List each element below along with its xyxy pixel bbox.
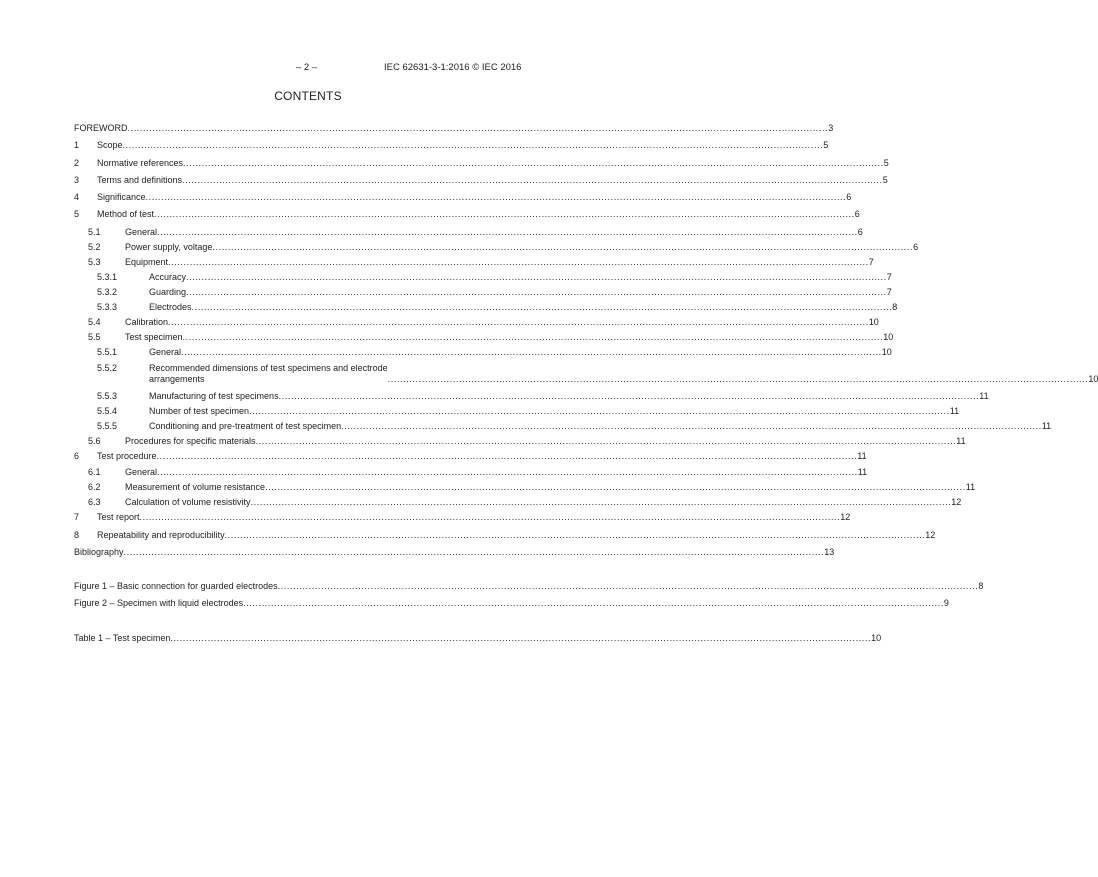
toc-entry-number: 5.5.4	[97, 406, 118, 416]
dot-leader	[265, 482, 966, 493]
dot-leader	[212, 242, 913, 253]
dot-leader	[279, 391, 980, 402]
toc-entry-page: 5	[883, 158, 889, 168]
toc-entry[interactable]	[74, 512, 851, 523]
toc-entry-page: 13	[824, 547, 835, 557]
toc-entry[interactable]	[74, 421, 1052, 432]
toc-entry-title: Figure 1 – Basic connection for guarded electrodes	[74, 581, 278, 591]
dot-leader	[186, 287, 887, 298]
toc-entry-title: Bibliography	[74, 547, 124, 557]
toc-entry-page: 6	[846, 192, 852, 202]
toc-entry-title: Manufacturing of test specimens	[149, 391, 279, 401]
toc-entry-title: Accuracy	[149, 272, 187, 282]
toc-entry-body	[74, 158, 889, 169]
toc-entry-page: 3	[828, 123, 834, 133]
toc-entry-title: Table 1 – Test specimen	[74, 633, 171, 643]
toc-entry-page: 11	[965, 482, 976, 492]
toc-entry-page: 11	[949, 406, 960, 416]
toc-entry-number: 6.3	[88, 497, 101, 507]
toc-entry-number: 5.6	[88, 436, 101, 446]
toc-entry-title: Figure 2 – Specimen with liquid electrodes	[74, 598, 244, 608]
toc-entry[interactable]	[74, 140, 829, 151]
toc-entry-page: 6	[854, 209, 860, 219]
toc-entry[interactable]	[74, 581, 984, 592]
toc-entry-body	[74, 451, 867, 462]
toc-entry[interactable]	[74, 332, 894, 343]
toc-entry-body	[74, 192, 852, 203]
toc-entry-page: 10	[1088, 374, 1098, 384]
toc-entry-number: 3	[74, 175, 80, 185]
toc-entry-number: 5.3	[88, 257, 101, 267]
toc-entry-body	[74, 287, 892, 298]
toc-entry-page: 11	[1041, 421, 1052, 431]
toc-entry-number: 1	[74, 140, 80, 150]
toc-entry-page: 7	[868, 257, 874, 267]
toc-entry-title: Power supply, voltage	[125, 242, 213, 252]
dot-leader	[225, 530, 926, 541]
toc-entry-number: 5.4	[88, 317, 101, 327]
toc-entry-title	[149, 363, 388, 385]
toc-entry[interactable]	[74, 482, 976, 493]
toc-entry[interactable]	[74, 347, 892, 358]
toc-entry[interactable]	[74, 436, 966, 447]
toc-entry-title: Scope	[97, 140, 123, 150]
toc-entry-body	[74, 317, 879, 328]
toc-entry-body	[74, 633, 882, 644]
toc-entry-title-line: Recommended dimensions of test specimens and electrode	[149, 363, 388, 373]
toc-entry-page: 10	[868, 317, 879, 327]
toc-entry[interactable]	[74, 287, 892, 298]
toc-entry[interactable]	[74, 391, 989, 402]
toc-entry-body	[74, 421, 1052, 432]
toc-entry[interactable]	[74, 451, 867, 462]
toc-entry-body	[74, 436, 966, 447]
toc-entry-page: 7	[886, 287, 892, 297]
toc-entry-body	[74, 598, 949, 609]
dot-leader	[154, 209, 855, 220]
toc-entry-title: Test procedure	[97, 451, 157, 461]
toc-entry[interactable]	[74, 192, 852, 203]
toc-entry-page: 10	[883, 332, 894, 342]
toc-entry-body	[74, 363, 1098, 385]
toc-entry-body	[74, 391, 989, 402]
toc-entry-number: 5.2	[88, 242, 101, 252]
toc-entry-title: Measurement of volume resistance	[125, 482, 266, 492]
toc-entry-body	[74, 347, 892, 358]
toc-entry-page: 10	[881, 347, 892, 357]
dot-leader	[182, 175, 883, 186]
toc-entry-title: FOREWORD	[74, 123, 128, 133]
toc-entry-page: 6	[857, 227, 863, 237]
toc-entry[interactable]	[74, 530, 936, 541]
toc-entry[interactable]	[74, 123, 834, 134]
toc-entry-page: 6	[913, 242, 919, 252]
toc-entry-body	[74, 242, 919, 253]
dot-leader	[181, 347, 882, 358]
dot-leader	[183, 332, 884, 343]
dot-leader	[249, 406, 950, 417]
toc-entry-title: Guarding	[149, 287, 187, 297]
toc-entry-body	[74, 530, 936, 541]
toc-entry-number: 5.3.2	[97, 287, 118, 297]
toc-entry[interactable]	[74, 317, 879, 328]
toc-entry-title: Test report	[97, 512, 140, 522]
toc-entry[interactable]	[74, 547, 835, 558]
dot-leader	[341, 421, 1042, 432]
toc-entry-title: Equipment	[125, 257, 169, 267]
dot-leader	[251, 497, 952, 508]
page-title	[0, 89, 620, 103]
toc-entry-body	[74, 209, 860, 220]
dot-leader	[124, 547, 825, 558]
toc-entry[interactable]	[74, 363, 1098, 385]
toc-entry-title: Method of test	[97, 209, 155, 219]
toc-entry[interactable]	[74, 633, 882, 644]
toc-entry-title: Repeatability and reproducibility	[97, 530, 225, 540]
dot-leader	[157, 451, 858, 462]
toc-entry-number: 4	[74, 192, 80, 202]
dot-leader	[256, 436, 957, 447]
toc-entry-page: 5	[823, 140, 829, 150]
toc-entry-title: Significance	[97, 192, 146, 202]
toc-entry-page: 7	[886, 272, 892, 282]
dot-leader	[157, 467, 858, 478]
toc-entry-page: 10	[871, 633, 882, 643]
toc-entry-page: 5	[882, 175, 888, 185]
toc-entry-page: 8	[978, 581, 984, 591]
dot-leader	[170, 633, 871, 644]
toc-entry-number: 2	[74, 158, 80, 168]
toc-entry-page: 12	[925, 530, 936, 540]
toc-entry-body	[74, 581, 984, 592]
toc-entry-number: 5.5.2	[97, 363, 118, 373]
toc-entry-page: 12	[840, 512, 851, 522]
toc-entry-body	[74, 272, 892, 283]
toc-entry-title-continuation: arrangements	[149, 374, 205, 384]
document-reference: IEC 62631-3-1:2016 © IEC 2016	[384, 62, 522, 73]
toc-entry-number: 6.1	[88, 467, 101, 477]
toc-entry-title: Number of test specimen	[149, 406, 250, 416]
toc-entry-page: 12	[951, 497, 962, 507]
toc-entry-title: Conditioning and pre-treatment of test specimen	[149, 421, 342, 431]
toc-entry[interactable]	[74, 209, 860, 220]
toc-entry-body	[74, 512, 851, 523]
dot-leader	[388, 374, 1089, 385]
toc-entry-title: Procedures for specific materials	[125, 436, 256, 446]
toc-entry[interactable]	[74, 227, 863, 238]
dot-leader	[168, 317, 869, 328]
toc-entry[interactable]	[74, 497, 962, 508]
toc-entry-body	[74, 140, 829, 151]
toc-entry[interactable]	[74, 598, 949, 609]
toc-entry-number: 5.5.5	[97, 421, 118, 431]
toc-entry-number: 6	[74, 451, 80, 461]
dot-leader	[243, 598, 944, 609]
toc-entry-body	[74, 497, 962, 508]
toc-entry-title: General	[125, 227, 158, 237]
toc-entry-title: Calibration	[125, 317, 169, 327]
toc-entry[interactable]	[74, 158, 889, 169]
toc-entry-body	[74, 302, 898, 313]
toc-entry-body	[74, 227, 863, 238]
dot-leader	[146, 192, 847, 203]
dot-leader	[123, 140, 824, 151]
toc-entry-body	[74, 406, 960, 417]
toc-entry-body	[74, 123, 834, 134]
page-title-text: CONTENTS	[274, 89, 342, 103]
dot-leader	[183, 158, 884, 169]
dot-leader	[140, 512, 841, 523]
toc-entry-page: 11	[956, 436, 966, 446]
dot-leader	[128, 123, 829, 134]
toc-entry-body	[74, 467, 868, 478]
toc-entry-title: Electrodes	[149, 302, 192, 312]
toc-entry[interactable]	[74, 175, 888, 186]
toc-entry-body	[74, 332, 894, 343]
toc-entry[interactable]	[74, 242, 919, 253]
toc-entry-number: 5.5.3	[97, 391, 118, 401]
toc-entry-body	[74, 257, 874, 268]
toc-entry-page: 11	[857, 451, 867, 461]
dot-leader	[192, 302, 893, 313]
toc-entry-page: 8	[892, 302, 898, 312]
toc-entry-number: 7	[74, 512, 80, 522]
toc-entry-page: 9	[943, 598, 949, 608]
toc-entry[interactable]	[74, 302, 898, 313]
toc-entry-title: General	[125, 467, 158, 477]
toc-entry-number: 5	[74, 209, 80, 219]
toc-entry-number: 5.1	[88, 227, 101, 237]
toc-entry-title: Terms and definitions	[97, 175, 183, 185]
toc-entry-title: Calculation of volume resistivity	[125, 497, 251, 507]
dot-leader	[186, 272, 887, 283]
dot-leader	[278, 581, 979, 592]
dot-leader	[157, 227, 858, 238]
toc-entry[interactable]	[74, 257, 874, 268]
toc-entry-page: 11	[979, 391, 989, 401]
toc-entry[interactable]	[74, 467, 868, 478]
toc-entry[interactable]	[74, 272, 892, 283]
toc-entry-number: 5.3.3	[97, 302, 118, 312]
toc-entry-title: General	[149, 347, 182, 357]
toc-entry-page: 11	[857, 467, 868, 477]
toc-entry-title: Normative references	[97, 158, 184, 168]
toc-entry-number: 5.5.1	[97, 347, 118, 357]
toc-entry-body	[74, 482, 976, 493]
toc-entry[interactable]	[74, 406, 960, 417]
toc-entry-number: 6.2	[88, 482, 101, 492]
toc-entry-body	[74, 547, 835, 558]
toc-entry-number: 5.5	[88, 332, 101, 342]
toc-entry-title: Test specimen	[125, 332, 183, 342]
toc-entry-number: 5.3.1	[97, 272, 118, 282]
toc-entry-number: 8	[74, 530, 80, 540]
page-number: – 2 –	[296, 62, 318, 73]
toc-entry-body	[74, 175, 888, 186]
dot-leader	[168, 257, 869, 268]
